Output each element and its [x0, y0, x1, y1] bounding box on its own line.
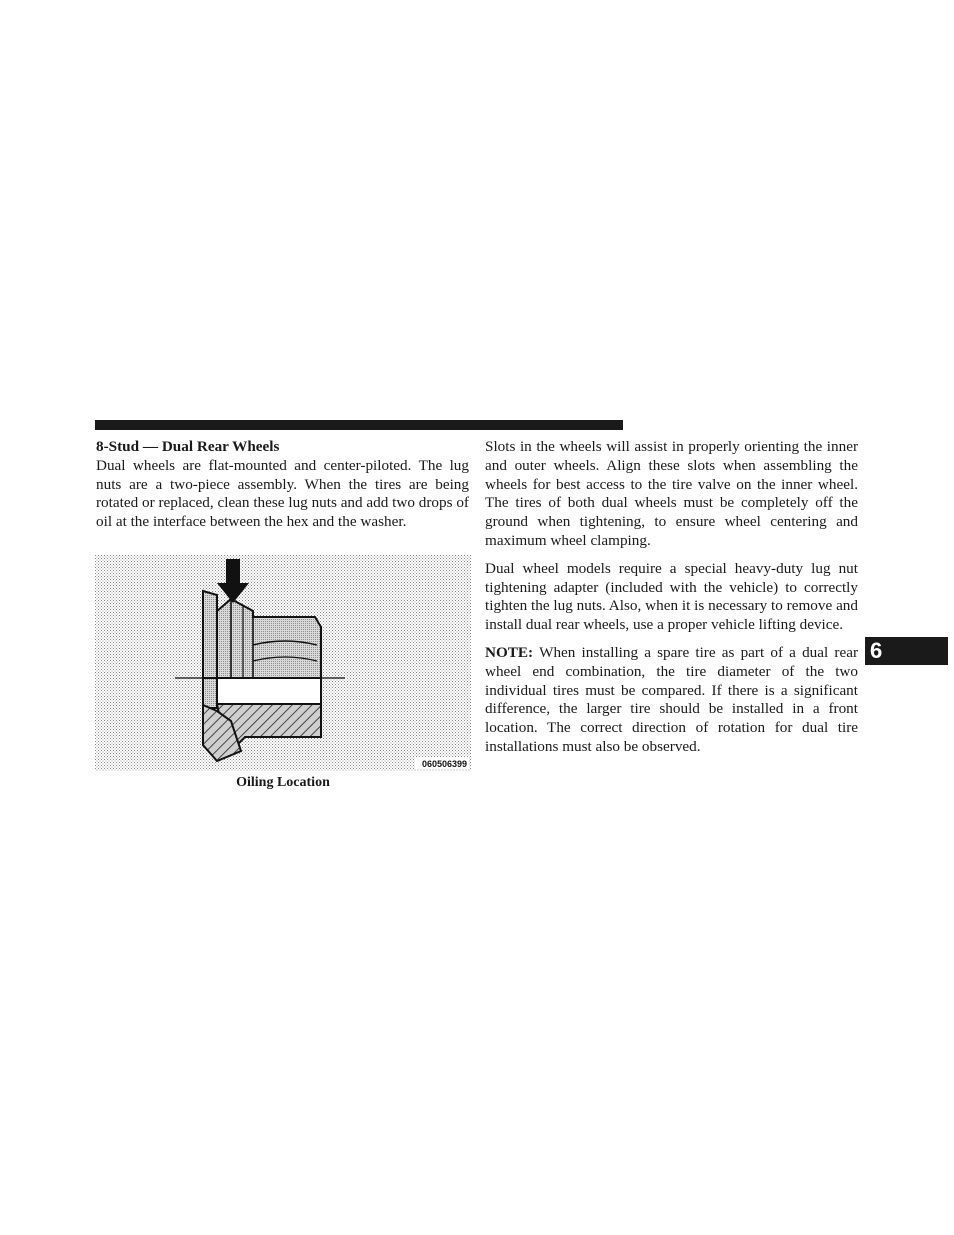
- right-column: [485, 438, 858, 766]
- body-paragraph: Slots in the wheels will assist in properly orienting the inner and outer wheels. Align these slots when assembling the wheels for best access to the tire valve on the inner wheel. The tires of both dual wheels must be completely off the ground when tightening, to ensure wheel centering and maximum wheel clamping.: [485, 438, 858, 549]
- figure-caption: Oiling Location: [236, 775, 330, 790]
- washer-upper: [203, 591, 217, 685]
- figure-id-code: 060506399: [421, 759, 467, 769]
- left-column: [96, 438, 469, 532]
- bore: [217, 678, 321, 704]
- chapter-number: 6: [870, 638, 883, 663]
- oiling-location-figure: [95, 555, 471, 771]
- body-paragraph: Dual wheels are flat-mounted and center-piloted. The lug nuts are a two-piece assembly. When the tires are being rotated or replaced, clean these lug nuts and add two drops of oil at the interface between the hex and the washer.: [96, 456, 469, 531]
- chapter-tab: [865, 637, 948, 665]
- body-paragraph: Dual wheel models require a special heavy-duty lug nut tightening adapter (included with the vehicle) to correctly tighten the lug nuts. Also, when it is necessary to remove and install dual rear wheels, use a proper vehicle lifting device.: [485, 559, 858, 634]
- note-label: NOTE:: [485, 643, 534, 661]
- lug-nut-diagram: [95, 555, 471, 771]
- section-heading: 8-Stud — Dual Rear Wheels: [96, 438, 280, 455]
- note-text: When installing a spare tire as part of a dual rear wheel end combination, the tire diameter of the two individual tires must be compared. If there is a significant difference, the larger tire should be installed in a front location. The correct direction of rotation for dual tire installations must also be observed.: [485, 643, 858, 755]
- section-divider-bar: [95, 420, 623, 430]
- note-paragraph: [485, 644, 858, 757]
